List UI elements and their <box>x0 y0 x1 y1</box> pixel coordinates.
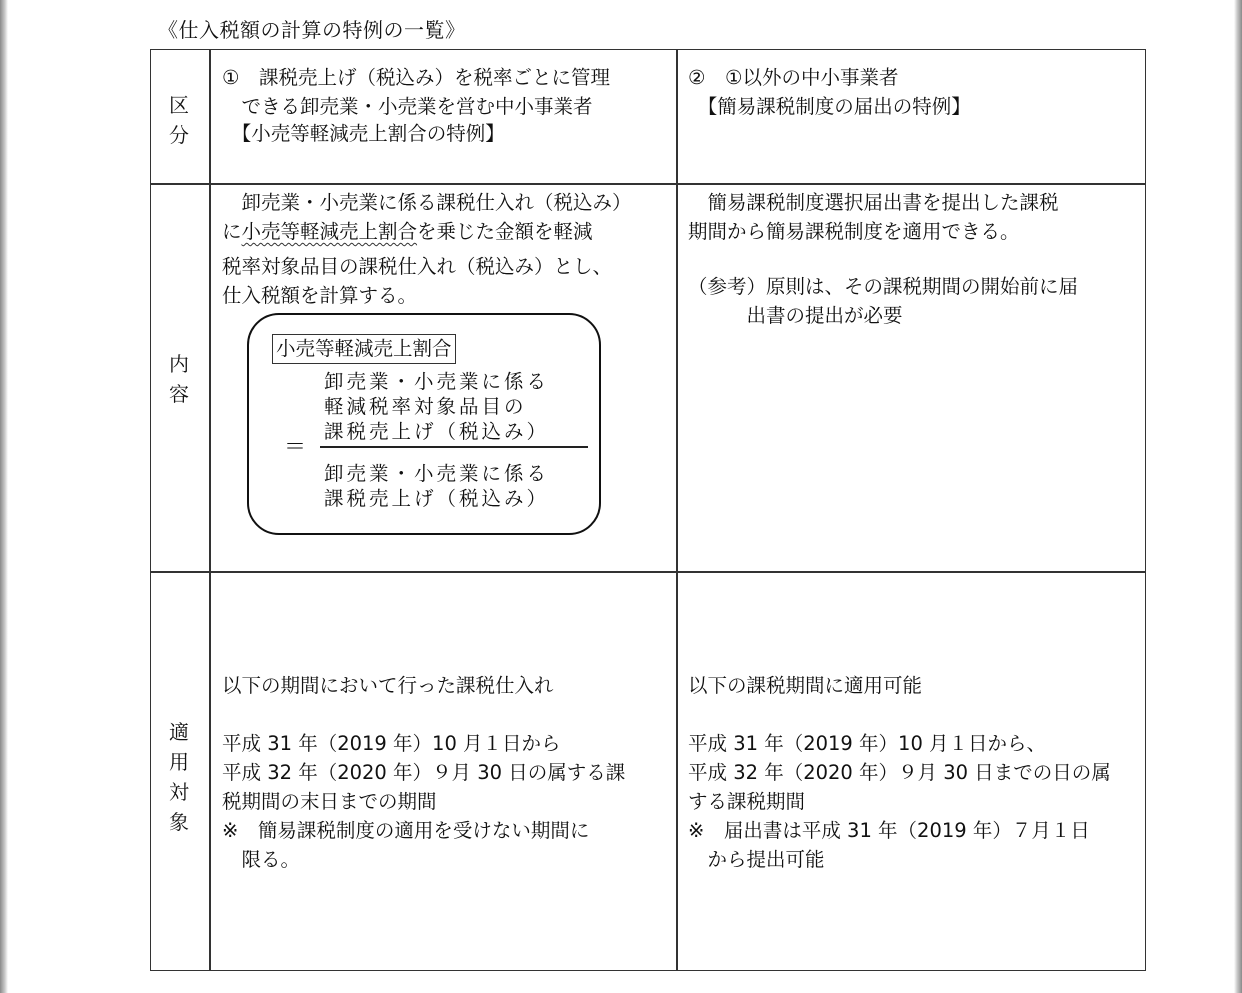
naiyo-col1-line3: 税率対象品目の課税仕入れ（税込み）とし、 <box>222 255 613 278</box>
page-edge-left <box>0 0 8 993</box>
formula-numerator-line2: 軽減税率対象品目の <box>324 395 527 418</box>
table-divider <box>676 50 678 970</box>
naiyo-col2-line2: 期間から簡易課税制度を適用できる。 <box>688 220 1020 243</box>
document-title: 《仕入税額の計算の特例の一覧》 <box>158 18 466 42</box>
naiyo-col2-note1: （参考）原則は、その課税期間の開始前に届 <box>688 275 1079 298</box>
tekiyo-col1-line3: 税期間の末日までの期間 <box>222 790 437 813</box>
fraction-bar <box>320 446 588 448</box>
term-underlined: 小売等軽減売上割合 <box>241 220 418 243</box>
row-header-naiyo: 内 容 <box>169 352 189 406</box>
naiyo-col1-line4: 仕入税額を計算する。 <box>222 284 418 307</box>
tekiyo-col2-line3: する課税期間 <box>688 790 806 813</box>
tekiyo-col1-line2: 平成 32 年（2020 年）９月 30 日の属する課 <box>222 761 626 784</box>
tekiyo-col2-intro: 以下の課税期間に適用可能 <box>688 674 923 697</box>
table-divider <box>151 571 1145 573</box>
naiyo-col1-line1: 卸売業・小売業に係る課税仕入れ（税込み） <box>222 191 632 214</box>
tekiyo-col2-note1: ※ 届出書は平成 31 年（2019 年）７月１日 <box>688 819 1090 842</box>
kubun-col1-line2: できる卸売業・小売業を営む中小事業者 <box>222 95 593 118</box>
tekiyo-col2-line1: 平成 31 年（2019 年）10 月１日から、 <box>688 732 1047 755</box>
row-header-tekiyo: 適 用 対 象 <box>169 720 189 834</box>
kubun-col1-line1: ① 課税売上げ（税込み）を税率ごとに管理 <box>222 66 610 89</box>
tekiyo-col2-line2: 平成 32 年（2020 年）９月 30 日までの日の属 <box>688 761 1111 784</box>
formula-label: 小売等軽減売上割合 <box>272 334 456 364</box>
kubun-col1-line3: 【小売等軽減売上割合の特例】 <box>222 122 505 145</box>
table-divider <box>209 50 211 970</box>
tekiyo-col1-line1: 平成 31 年（2019 年）10 月１日から <box>222 732 561 755</box>
page-edge-right <box>1234 0 1242 993</box>
naiyo-col1-line2: に小売等軽減売上割合を乗じた金額を軽減 <box>222 220 593 243</box>
formula-numerator-line1: 卸売業・小売業に係る <box>324 370 550 393</box>
table-divider <box>151 183 1145 185</box>
tekiyo-col1-intro: 以下の期間において行った課税仕入れ <box>222 674 554 697</box>
kubun-col2-line2: 【簡易課税制度の届出の特例】 <box>688 95 971 118</box>
equals-sign: ＝ <box>284 435 307 460</box>
naiyo-col2-note2: 出書の提出が必要 <box>688 304 903 327</box>
tekiyo-col1-note1: ※ 簡易課税制度の適用を受けない期間に <box>222 819 590 842</box>
formula-denominator-line2: 課税売上げ（税込み） <box>324 487 550 510</box>
row-header-kubun: 区 分 <box>169 93 189 147</box>
tekiyo-col2-note2: から提出可能 <box>688 848 825 871</box>
formula-denominator-line1: 卸売業・小売業に係る <box>324 462 550 485</box>
kubun-col2-line1: ② ①以外の中小事業者 <box>688 66 899 89</box>
formula-numerator-line3: 課税売上げ（税込み） <box>324 420 550 443</box>
naiyo-col2-line1: 簡易課税制度選択届出書を提出した課税 <box>688 191 1059 214</box>
tekiyo-col1-note2: 限る。 <box>222 848 301 871</box>
